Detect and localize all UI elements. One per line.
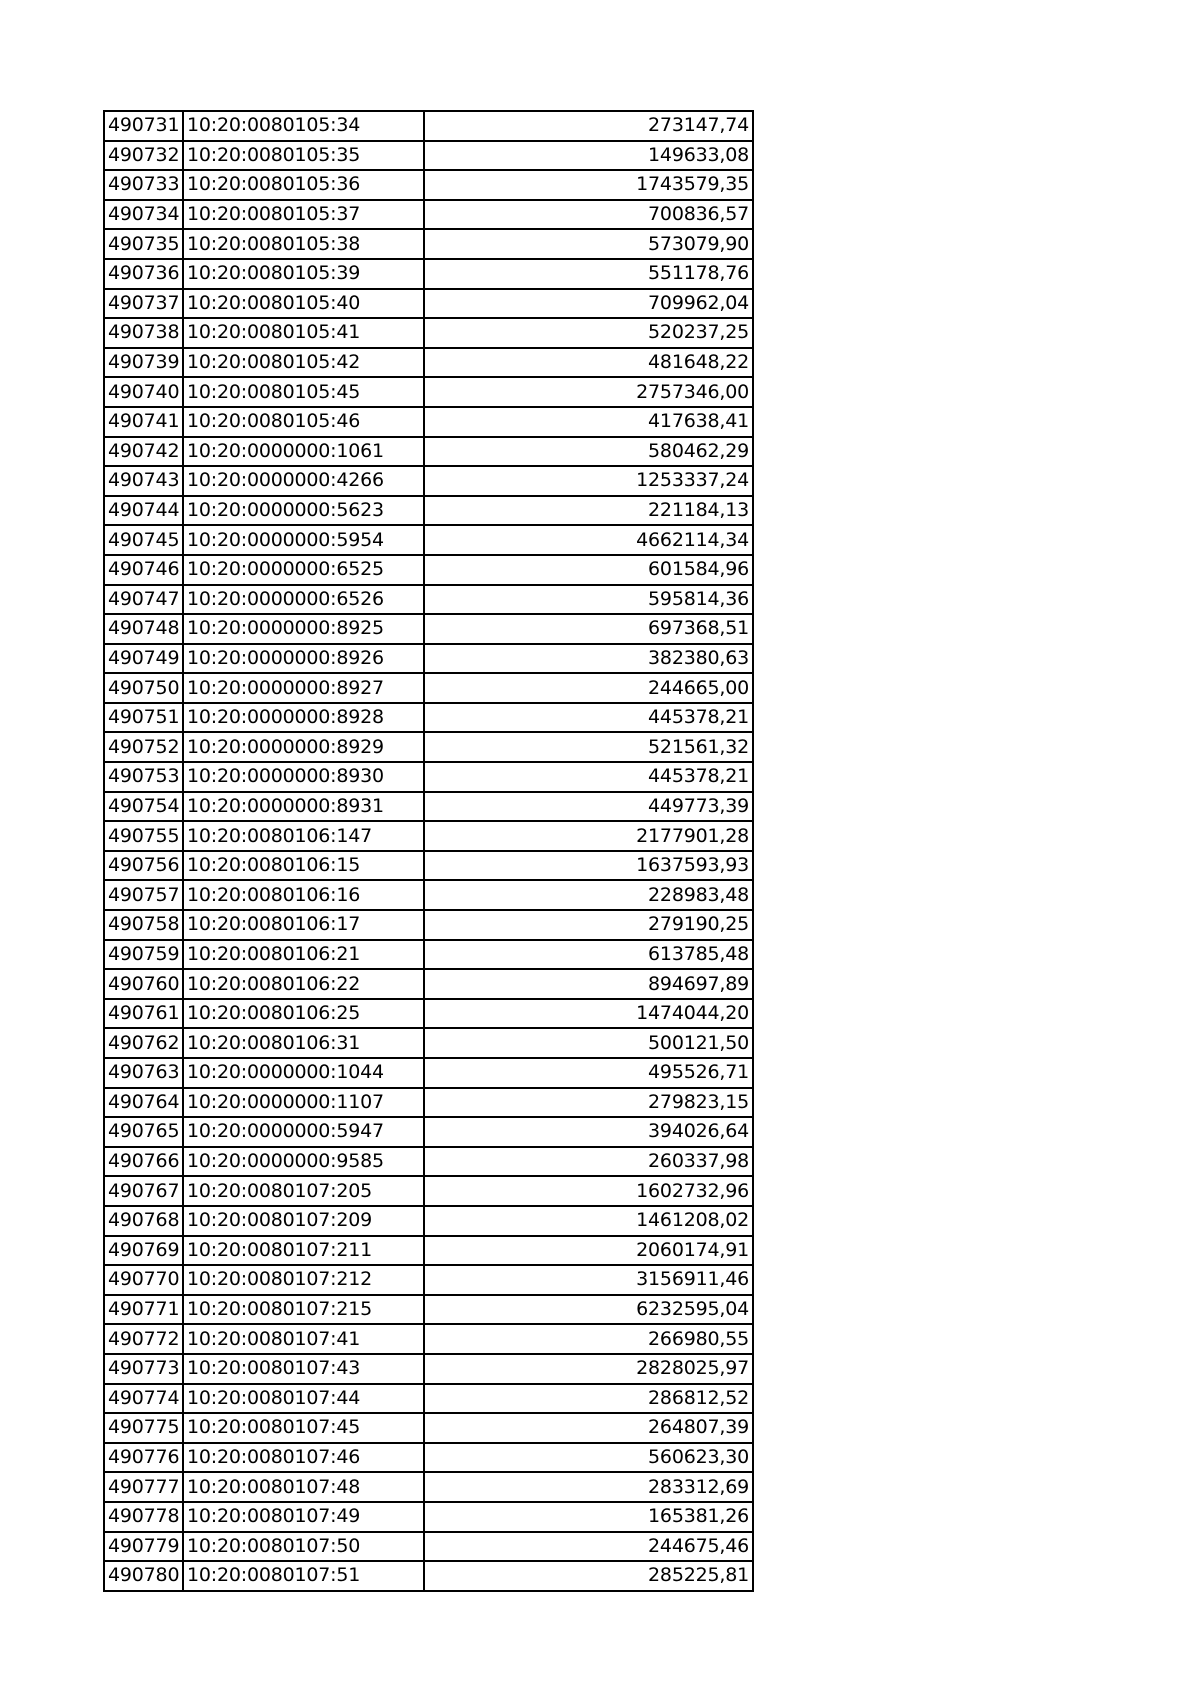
cadastral-value-cell: 1474044,20	[424, 999, 753, 1029]
cadastral-value-cell: 3156911,46	[424, 1265, 753, 1295]
row-number-cell: 490743	[104, 466, 183, 496]
table-row	[104, 1324, 753, 1354]
cadastral-value-cell: 6232595,04	[424, 1295, 753, 1325]
cadastral-value-cell: 1253337,24	[424, 466, 753, 496]
cadastral-value-cell: 286812,52	[424, 1384, 753, 1414]
cadastral-value-cell: 264807,39	[424, 1413, 753, 1443]
row-number-cell: 490756	[104, 851, 183, 881]
cadastral-number-cell: 10:20:0000000:8925	[183, 614, 424, 644]
cadastral-value-cell: 495526,71	[424, 1058, 753, 1088]
table-row	[104, 496, 753, 526]
cadastral-number-cell: 10:20:0080105:36	[183, 170, 424, 200]
table-row	[104, 229, 753, 259]
cadastral-value-cell: 445378,21	[424, 703, 753, 733]
cadastral-number-cell: 10:20:0080105:37	[183, 200, 424, 230]
table-row	[104, 703, 753, 733]
cadastral-number-cell: 10:20:0080106:21	[183, 940, 424, 970]
row-number-cell: 490766	[104, 1147, 183, 1177]
cadastral-number-cell: 10:20:0000000:6526	[183, 585, 424, 615]
cadastral-value-cell: 417638,41	[424, 407, 753, 437]
row-number-cell: 490739	[104, 348, 183, 378]
cadastral-value-cell: 394026,64	[424, 1117, 753, 1147]
table-row	[104, 1265, 753, 1295]
table-row	[104, 880, 753, 910]
cadastral-value-cell: 580462,29	[424, 437, 753, 467]
cadastral-number-cell: 10:20:0080105:35	[183, 141, 424, 171]
row-number-cell: 490742	[104, 437, 183, 467]
cadastral-number-cell: 10:20:0080105:42	[183, 348, 424, 378]
row-number-cell: 490780	[104, 1561, 183, 1591]
cadastral-number-cell: 10:20:0080107:46	[183, 1443, 424, 1473]
row-number-cell: 490732	[104, 141, 183, 171]
row-number-cell: 490771	[104, 1295, 183, 1325]
cadastral-value-cell: 2060174,91	[424, 1236, 753, 1266]
table-row	[104, 732, 753, 762]
cadastral-value-cell: 613785,48	[424, 940, 753, 970]
row-number-cell: 490737	[104, 289, 183, 319]
cadastral-value-cell: 228983,48	[424, 880, 753, 910]
table-row	[104, 111, 753, 141]
table-row	[104, 1206, 753, 1236]
cadastral-value-cell: 697368,51	[424, 614, 753, 644]
table-row	[104, 1502, 753, 1532]
cadastral-number-cell: 10:20:0000000:8931	[183, 792, 424, 822]
row-number-cell: 490744	[104, 496, 183, 526]
table-row	[104, 437, 753, 467]
row-number-cell: 490747	[104, 585, 183, 615]
table-row	[104, 318, 753, 348]
row-number-cell: 490740	[104, 377, 183, 407]
table-row	[104, 1117, 753, 1147]
row-number-cell: 490772	[104, 1324, 183, 1354]
table-row	[104, 289, 753, 319]
cadastral-value-cell: 244675,46	[424, 1532, 753, 1562]
table-row	[104, 555, 753, 585]
row-number-cell: 490734	[104, 200, 183, 230]
cadastral-number-cell: 10:20:0080106:147	[183, 821, 424, 851]
table-row	[104, 1058, 753, 1088]
row-number-cell: 490736	[104, 259, 183, 289]
table-body	[104, 111, 753, 1591]
cadastral-number-cell: 10:20:0000000:8928	[183, 703, 424, 733]
cadastral-number-cell: 10:20:0000000:5947	[183, 1117, 424, 1147]
cadastral-number-cell: 10:20:0000000:5623	[183, 496, 424, 526]
cadastral-number-cell: 10:20:0080107:215	[183, 1295, 424, 1325]
cadastral-number-cell: 10:20:0080107:209	[183, 1206, 424, 1236]
cadastral-number-cell: 10:20:0000000:8927	[183, 673, 424, 703]
row-number-cell: 490770	[104, 1265, 183, 1295]
row-number-cell: 490731	[104, 111, 183, 141]
row-number-cell: 490763	[104, 1058, 183, 1088]
table-row	[104, 999, 753, 1029]
table-row	[104, 1532, 753, 1562]
row-number-cell: 490773	[104, 1354, 183, 1384]
cadastral-number-cell: 10:20:0080106:16	[183, 880, 424, 910]
cadastral-number-cell: 10:20:0000000:6525	[183, 555, 424, 585]
row-number-cell: 490760	[104, 969, 183, 999]
cadastral-number-cell: 10:20:0080107:45	[183, 1413, 424, 1443]
row-number-cell: 490764	[104, 1088, 183, 1118]
cadastral-value-cell: 273147,74	[424, 111, 753, 141]
row-number-cell: 490757	[104, 880, 183, 910]
row-number-cell: 490745	[104, 525, 183, 555]
cadastral-number-cell: 10:20:0080107:211	[183, 1236, 424, 1266]
row-number-cell: 490762	[104, 1028, 183, 1058]
table-row	[104, 762, 753, 792]
table-row	[104, 644, 753, 674]
cadastral-number-cell: 10:20:0080105:45	[183, 377, 424, 407]
cadastral-number-cell: 10:20:0080107:51	[183, 1561, 424, 1591]
row-number-cell: 490751	[104, 703, 183, 733]
cadastral-number-cell: 10:20:0000000:9585	[183, 1147, 424, 1177]
table-row	[104, 1413, 753, 1443]
row-number-cell: 490765	[104, 1117, 183, 1147]
table-row	[104, 170, 753, 200]
table-row	[104, 407, 753, 437]
cadastral-value-cell: 149633,08	[424, 141, 753, 171]
cadastral-number-cell: 10:20:0000000:5954	[183, 525, 424, 555]
table-row	[104, 1295, 753, 1325]
cadastral-value-cell: 279190,25	[424, 910, 753, 940]
row-number-cell: 490741	[104, 407, 183, 437]
row-number-cell: 490769	[104, 1236, 183, 1266]
row-number-cell: 490759	[104, 940, 183, 970]
row-number-cell: 490733	[104, 170, 183, 200]
cadastral-number-cell: 10:20:0080106:17	[183, 910, 424, 940]
row-number-cell: 490750	[104, 673, 183, 703]
cadastral-value-cell: 445378,21	[424, 762, 753, 792]
table-row	[104, 851, 753, 881]
row-number-cell: 490735	[104, 229, 183, 259]
cadastral-value-cell: 221184,13	[424, 496, 753, 526]
cadastral-number-cell: 10:20:0080105:34	[183, 111, 424, 141]
cadastral-value-cell: 601584,96	[424, 555, 753, 585]
cadastral-number-cell: 10:20:0080105:39	[183, 259, 424, 289]
cadastral-value-cell: 2177901,28	[424, 821, 753, 851]
table-row	[104, 940, 753, 970]
table-row	[104, 1176, 753, 1206]
cadastral-value-cell: 520237,25	[424, 318, 753, 348]
cadastral-number-cell: 10:20:0000000:1107	[183, 1088, 424, 1118]
table-row	[104, 348, 753, 378]
table-row	[104, 1147, 753, 1177]
cadastral-number-cell: 10:20:0080107:212	[183, 1265, 424, 1295]
cadastral-value-cell: 894697,89	[424, 969, 753, 999]
cadastral-value-cell: 2828025,97	[424, 1354, 753, 1384]
table-row	[104, 673, 753, 703]
cadastral-number-cell: 10:20:0080106:15	[183, 851, 424, 881]
table-row	[104, 910, 753, 940]
cadastral-value-cell: 1743579,35	[424, 170, 753, 200]
table-row	[104, 821, 753, 851]
row-number-cell: 490776	[104, 1443, 183, 1473]
cadastral-number-cell: 10:20:0000000:1061	[183, 437, 424, 467]
row-number-cell: 490779	[104, 1532, 183, 1562]
table-row	[104, 1236, 753, 1266]
table-row	[104, 377, 753, 407]
cadastral-value-cell: 521561,32	[424, 732, 753, 762]
cadastral-number-cell: 10:20:0080107:49	[183, 1502, 424, 1532]
row-number-cell: 490774	[104, 1384, 183, 1414]
table-row	[104, 525, 753, 555]
cadastral-number-cell: 10:20:0080107:205	[183, 1176, 424, 1206]
row-number-cell: 490778	[104, 1502, 183, 1532]
cadastral-value-cell: 700836,57	[424, 200, 753, 230]
cadastral-value-cell: 2757346,00	[424, 377, 753, 407]
cadastral-value-cell: 1461208,02	[424, 1206, 753, 1236]
table-row	[104, 141, 753, 171]
row-number-cell: 490768	[104, 1206, 183, 1236]
cadastral-number-cell: 10:20:0080106:22	[183, 969, 424, 999]
table-row	[104, 614, 753, 644]
table-row	[104, 1472, 753, 1502]
row-number-cell: 490777	[104, 1472, 183, 1502]
row-number-cell: 490775	[104, 1413, 183, 1443]
cadastral-value-cell: 283312,69	[424, 1472, 753, 1502]
row-number-cell: 490758	[104, 910, 183, 940]
table-row	[104, 259, 753, 289]
cadastral-value-cell: 260337,98	[424, 1147, 753, 1177]
cadastral-value-table	[103, 110, 754, 1592]
cadastral-number-cell: 10:20:0000000:4266	[183, 466, 424, 496]
cadastral-number-cell: 10:20:0080105:41	[183, 318, 424, 348]
cadastral-value-cell: 551178,76	[424, 259, 753, 289]
cadastral-number-cell: 10:20:0080107:48	[183, 1472, 424, 1502]
row-number-cell: 490753	[104, 762, 183, 792]
cadastral-value-cell: 709962,04	[424, 289, 753, 319]
cadastral-number-cell: 10:20:0080105:46	[183, 407, 424, 437]
cadastral-value-cell: 560623,30	[424, 1443, 753, 1473]
row-number-cell: 490767	[104, 1176, 183, 1206]
cadastral-value-cell: 500121,50	[424, 1028, 753, 1058]
cadastral-number-cell: 10:20:0000000:8929	[183, 732, 424, 762]
cadastral-number-cell: 10:20:0000000:8930	[183, 762, 424, 792]
table-row	[104, 1384, 753, 1414]
cadastral-value-cell: 244665,00	[424, 673, 753, 703]
cadastral-value-cell: 573079,90	[424, 229, 753, 259]
cadastral-number-cell: 10:20:0080105:38	[183, 229, 424, 259]
table-row	[104, 792, 753, 822]
cadastral-value-cell: 481648,22	[424, 348, 753, 378]
cadastral-value-cell: 382380,63	[424, 644, 753, 674]
cadastral-value-cell: 279823,15	[424, 1088, 753, 1118]
cadastral-value-cell: 266980,55	[424, 1324, 753, 1354]
cadastral-value-cell: 1637593,93	[424, 851, 753, 881]
cadastral-value-cell: 285225,81	[424, 1561, 753, 1591]
cadastral-number-cell: 10:20:0080107:44	[183, 1384, 424, 1414]
cadastral-number-cell: 10:20:0080106:25	[183, 999, 424, 1029]
table-row	[104, 466, 753, 496]
row-number-cell: 490738	[104, 318, 183, 348]
cadastral-number-cell: 10:20:0080107:43	[183, 1354, 424, 1384]
cadastral-value-cell: 165381,26	[424, 1502, 753, 1532]
cadastral-number-cell: 10:20:0080107:41	[183, 1324, 424, 1354]
cadastral-number-cell: 10:20:0000000:8926	[183, 644, 424, 674]
cadastral-value-cell: 595814,36	[424, 585, 753, 615]
table-row	[104, 969, 753, 999]
cadastral-value-cell: 449773,39	[424, 792, 753, 822]
table-row	[104, 1561, 753, 1591]
table-row	[104, 585, 753, 615]
cadastral-value-cell: 1602732,96	[424, 1176, 753, 1206]
table-row	[104, 1088, 753, 1118]
table-row	[104, 200, 753, 230]
cadastral-number-cell: 10:20:0000000:1044	[183, 1058, 424, 1088]
row-number-cell: 490749	[104, 644, 183, 674]
row-number-cell: 490746	[104, 555, 183, 585]
cadastral-number-cell: 10:20:0080106:31	[183, 1028, 424, 1058]
row-number-cell: 490755	[104, 821, 183, 851]
row-number-cell: 490752	[104, 732, 183, 762]
table-row	[104, 1443, 753, 1473]
cadastral-value-cell: 4662114,34	[424, 525, 753, 555]
cadastral-number-cell: 10:20:0080107:50	[183, 1532, 424, 1562]
cadastral-number-cell: 10:20:0080105:40	[183, 289, 424, 319]
row-number-cell: 490754	[104, 792, 183, 822]
table-row	[104, 1028, 753, 1058]
table-row	[104, 1354, 753, 1384]
row-number-cell: 490761	[104, 999, 183, 1029]
row-number-cell: 490748	[104, 614, 183, 644]
